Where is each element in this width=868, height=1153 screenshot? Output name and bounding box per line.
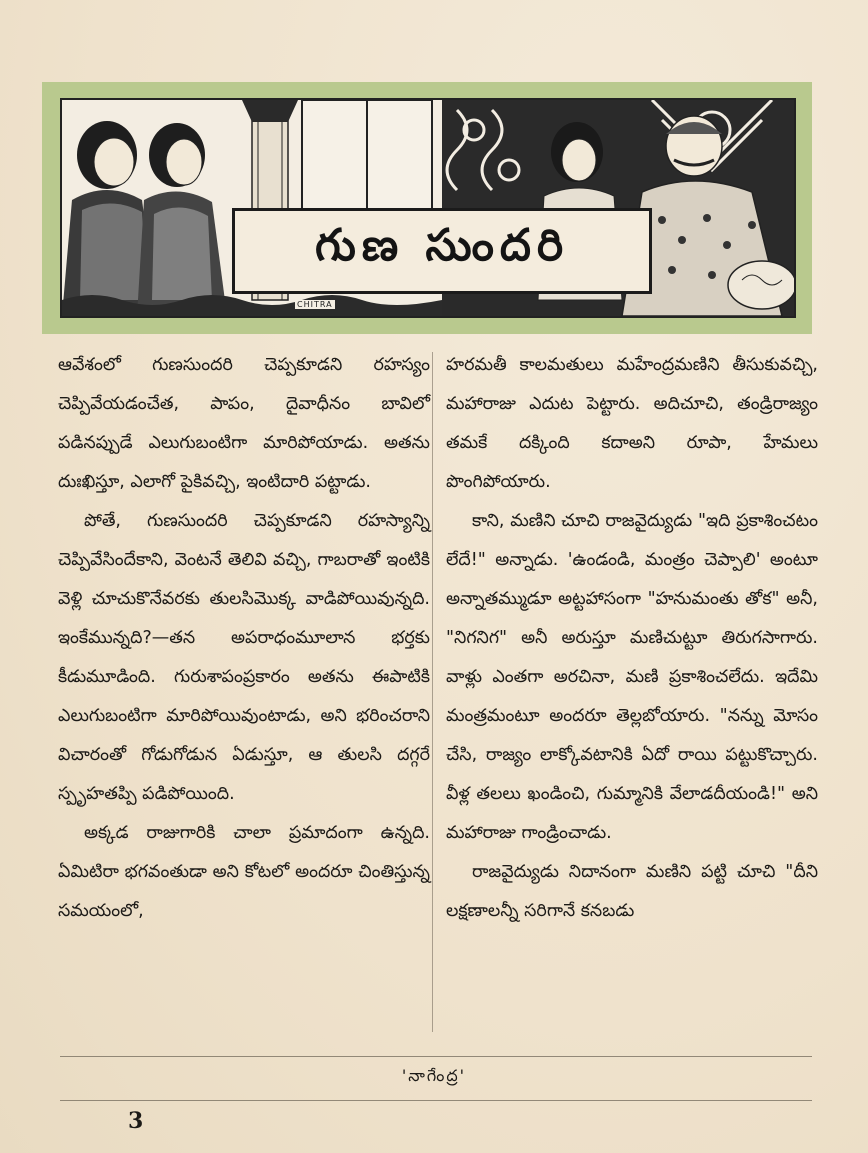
header-illustration bbox=[60, 98, 796, 318]
artist-signature: CHITRA bbox=[297, 300, 333, 309]
footer-rule-bottom bbox=[60, 1100, 812, 1101]
paragraph: రాజవైద్యుడు నిదానంగా మణిని పట్టి చూచి "దీని లక్షణాలన్నీ సరిగానే కనబడు bbox=[446, 862, 818, 921]
text-column-right bbox=[446, 346, 818, 931]
paragraph: పోతే, గుణసుందరి చెప్పకూడని రహస్యాన్ని చెప్పివేసిందేకాని, వెంటనే తెలివి వచ్చి, గాబరాతో ఇంటికి వెళ్లి చూచుకొనేవరకు తులసిమొక్క వాడిపోయివున్నది. ఇంకేమున్నది?—తన అపరాధంమూలాన భర్తకు కీడుమూడింది. గురుశాపంప్రకారం అతను ఈపాటికి ఎలుగుబంటిగా మారిపోయివుంటాడు, అని భరించరాని విచారంతో గోడుగోడున ఏడుస్తూ, ఆ తులసి దగ్గరే స్పృహతప్పి పడిపోయింది. bbox=[58, 511, 430, 804]
paragraph: కాని, మణిని చూచి రాజవైద్యుడు "ఇది ప్రకాశించటం లేదే!" అన్నాడు. 'ఉండండి, మంత్రం చెప్పాలి' అంటూ అన్నాతమ్ముడూ అట్టహాసంగా "హనుమంతు తోక" అనీ, "నిగనిగ" అనీ అరుస్తూ మణిచుట్టూ తిరుగసాగారు. వాళ్లు ఎంతగా అరచినా, మణి ప్రకాశించలేదు. ఇదేమి మంత్రమంటూ అందరూ తెల్లబోయారు. "నన్ను మోసం చేసి, రాజ్యం లాక్కోవటానికి ఏదో రాయి పట్టుకొచ్చారు. వీళ్ల తలలు ఖండించి, గుమ్మానికి వేలాడదీయండి!" అని మహారాజు గాండ్రించాడు. bbox=[446, 511, 818, 843]
page-number: 3 bbox=[128, 1108, 144, 1134]
story-header-banner bbox=[42, 82, 812, 334]
text-column-left bbox=[58, 346, 430, 931]
story-title-box bbox=[232, 208, 652, 294]
author-credit: 'నాగేంద్ర' bbox=[401, 1066, 467, 1085]
footer-rule-top bbox=[60, 1056, 812, 1057]
paragraph: ఆవేశంలో గుణసుందరి చెప్పకూడని రహస్యం చెప్పివేయడంచేత, పాపం, దైవాధీనం బావిలో పడినప్పుడే ఎలుగుబంటిగా మారిపోయాడు. అతను దుఃఖిస్తూ, ఎలాగో పైకివచ్చి, ఇంటిదారి పట్టాడు. bbox=[58, 355, 430, 492]
column-divider bbox=[432, 352, 433, 1032]
story-title: గుణ సుందరి bbox=[314, 220, 570, 271]
paragraph: అక్కడ రాజుగారికి చాలా ప్రమాదంగా ఉన్నది. ఏమిటిరా భగవంతుడా అని కోటలో అందరూ చింతిస్తున్న సమయంలో, bbox=[58, 823, 430, 921]
paragraph: హరమతీ కాలమతులు మహేంద్రమణిని తీసుకువచ్చి, మహారాజు ఎదుట పెట్టారు. అదిచూచి, తండ్రిరాజ్యం తమకే దక్కింది కదాఅని రూపా, హేమలు పొంగిపోయారు. bbox=[446, 355, 818, 492]
